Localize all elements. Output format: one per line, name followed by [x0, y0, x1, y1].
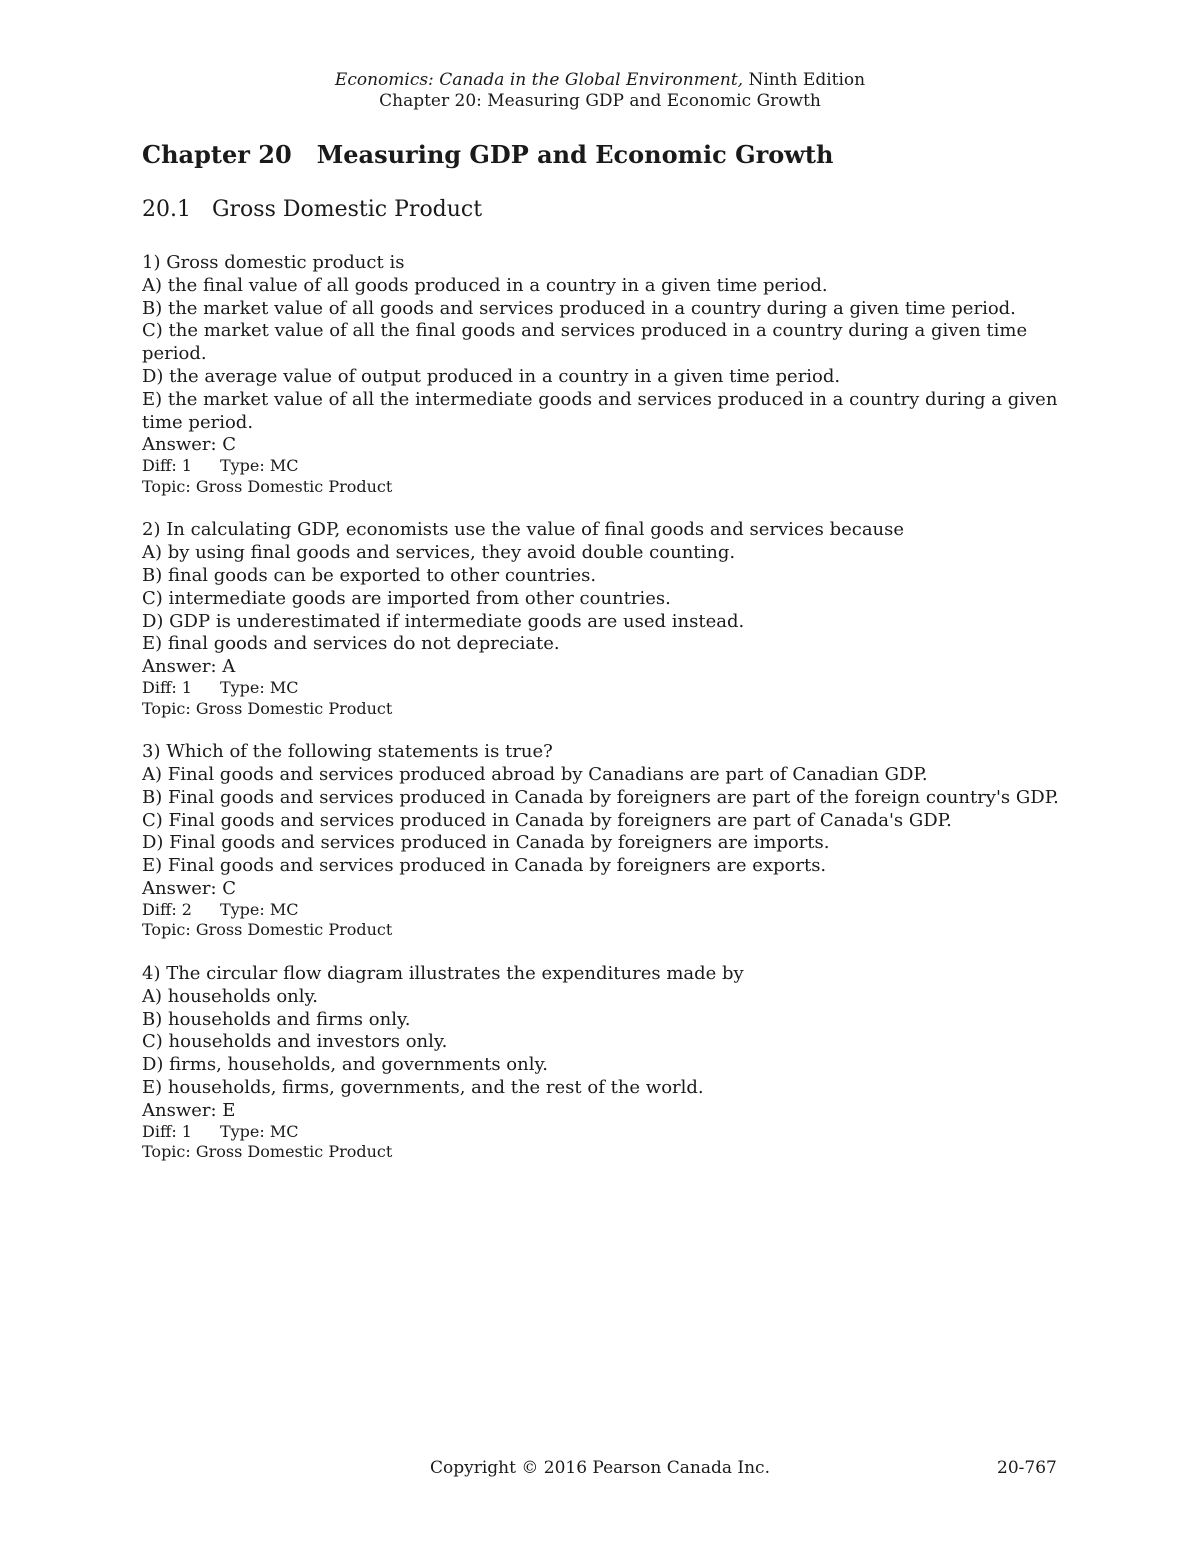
- answer-option: B) the market value of all goods and services produced in a country during a given time period.: [142, 297, 1016, 319]
- question-stem: 2) In calculating GDP, economists use the value of final goods and services because: [142, 519, 905, 541]
- section-heading: 20.1 Gross Domestic Product: [142, 197, 483, 222]
- difficulty-line: [142, 1122, 1072, 1143]
- topic-label: Topic: Gross Domestic Product: [142, 1142, 393, 1162]
- difficulty-label: Diff: 1: [142, 678, 192, 698]
- answer-option: E) final goods and services do not depreciate.: [142, 633, 560, 655]
- answer-option: D) firms, households, and governments only.: [142, 1054, 548, 1076]
- answer-option: E) the market value of all the intermediate goods and services produced in a country during a given time period.: [142, 388, 1058, 433]
- question-item: [142, 252, 1072, 497]
- question-stem: 1) Gross domestic product is: [142, 252, 405, 273]
- question-type-label: Type: MC: [219, 456, 299, 476]
- question-item: [142, 519, 1072, 719]
- question-type-label: Type: MC: [219, 678, 299, 698]
- difficulty-line: [142, 456, 1072, 477]
- question-item: [142, 963, 1072, 1163]
- chapter-heading: Chapter 20 Measuring GDP and Economic Growth: [142, 140, 834, 169]
- answer-key: Answer: C: [142, 877, 237, 899]
- difficulty-line: [142, 678, 1072, 699]
- topic-label: Topic: Gross Domestic Product: [142, 476, 393, 496]
- answer-option: B) Final goods and services produced in Canada by foreigners are part of the foreign country's GDP.: [142, 786, 1059, 808]
- answer-option: E) households, firms, governments, and the rest of the world.: [142, 1076, 704, 1098]
- copyright-notice: Copyright © 2016 Pearson Canada Inc.: [430, 1458, 770, 1478]
- answer-option: E) Final goods and services produced in Canada by foreigners are exports.: [142, 855, 827, 877]
- answer-option: C) intermediate goods are imported from other countries.: [142, 587, 671, 609]
- question-type-label: Type: MC: [219, 899, 299, 919]
- topic-label: Topic: Gross Domestic Product: [142, 698, 393, 718]
- answer-option: D) GDP is underestimated if intermediate goods are used instead.: [142, 610, 745, 632]
- difficulty-label: Diff: 1: [142, 456, 192, 476]
- answer-option: B) final goods can be exported to other countries.: [142, 564, 597, 586]
- question-item: [142, 741, 1072, 941]
- answer-option: B) households and firms only.: [142, 1008, 411, 1030]
- header-title-line: [0, 70, 1200, 91]
- question-type-label: Type: MC: [219, 1121, 299, 1141]
- running-header: [0, 70, 1200, 112]
- answer-option: A) Final goods and services produced abroad by Canadians are part of Canadian GDP.: [142, 763, 928, 785]
- answer-key: Answer: A: [142, 656, 236, 678]
- difficulty-label: Diff: 1: [142, 1121, 192, 1141]
- answer-key: Answer: E: [142, 1099, 236, 1121]
- question-list: [142, 252, 1072, 1185]
- answer-option: C) Final goods and services produced in Canada by foreigners are part of Canada's GDP.: [142, 809, 952, 831]
- answer-key: Answer: C: [142, 434, 237, 456]
- answer-option: D) Final goods and services produced in Canada by foreigners are imports.: [142, 832, 830, 854]
- topic-label: Topic: Gross Domestic Product: [142, 920, 393, 940]
- book-title: Economics: Canada in the Global Environment,: [334, 70, 744, 90]
- answer-option: D) the average value of output produced in a country in a given time period.: [142, 365, 841, 387]
- answer-option: A) the final value of all goods produced in a country in a given time period.: [142, 274, 828, 296]
- page-number: 20-767: [997, 1458, 1057, 1478]
- answer-option: C) households and investors only.: [142, 1031, 448, 1053]
- edition-label: Ninth Edition: [743, 70, 866, 90]
- answer-option: C) the market value of all the final goods and services produced in a country during a given time period.: [142, 320, 1028, 365]
- question-stem: 3) Which of the following statements is true?: [142, 741, 553, 763]
- answer-option: A) households only.: [142, 985, 319, 1007]
- question-stem: 4) The circular flow diagram illustrates the expenditures made by: [142, 962, 744, 984]
- difficulty-label: Diff: 2: [142, 899, 192, 919]
- header-chapter-line: Chapter 20: Measuring GDP and Economic Growth: [379, 91, 821, 111]
- answer-option: A) by using final goods and services, they avoid double counting.: [142, 542, 736, 564]
- difficulty-line: [142, 900, 1072, 921]
